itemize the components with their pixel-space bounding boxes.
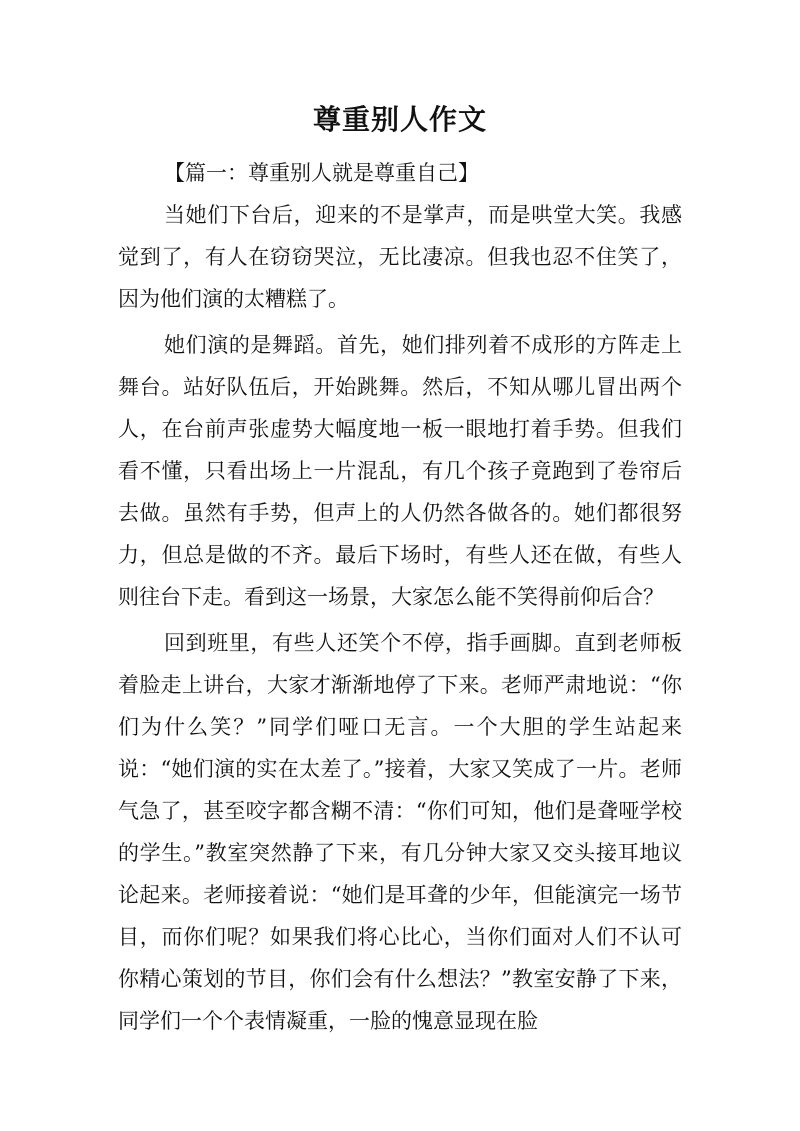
paragraph-3: 回到班里，有些人还笑个不停，指手画脚。直到老师板着脸走上讲台，大家才渐渐地停了下来。老师严肃地说：“你们为什么笑？”同学们哑口无言。一个大胆的学生站起来说：“她们演的实在太差了。”接着，大家又笑成了一片。老师气急了，甚至咬字都含糊不清：“你们可知，他们是聋哑学校的学生。”教室突然静了下来，有几分钟大家又交头接耳地议论起来。老师接着说：“她们是耳聋的少年，但能演完一场节目，而你们呢？如果我们将心比心，当你们面对人们不认可你精心策划的节目，你们会有什么想法？”教室安静了下来，同学们一个个表情凝重，一脸的愧意显现在脸 [118, 631, 682, 1033]
section-heading: 【篇一：尊重别人就是尊重自己】 [164, 161, 479, 185]
paragraph-2: 她们演的是舞蹈。首先，她们排列着不成形的方阵走上舞台。站好队伍后，开始跳舞。然后，不知从哪儿冒出两个人，在台前声张虚势大幅度地一板一眼地打着手势。但我们看不懂，只看出场上一片混乱，有几个孩子竟跑到了卷帘后去做。虽然有手势，但声上的人仍然各做各的。她们都很努力，但总是做的不齐。最后下场时，有些人还在做，有些人则往台下走。看到这一场景，大家怎么能不笑得前仰后合？ [118, 333, 682, 609]
document-title: 尊重别人作文 [312, 103, 487, 136]
paragraph-1: 当她们下台后，迎来的不是掌声，而是哄堂大笑。我感觉到了，有人在窃窃哭泣，无比凄凉。但我也忍不住笑了，因为他们演的太糟糕了。 [118, 203, 682, 311]
